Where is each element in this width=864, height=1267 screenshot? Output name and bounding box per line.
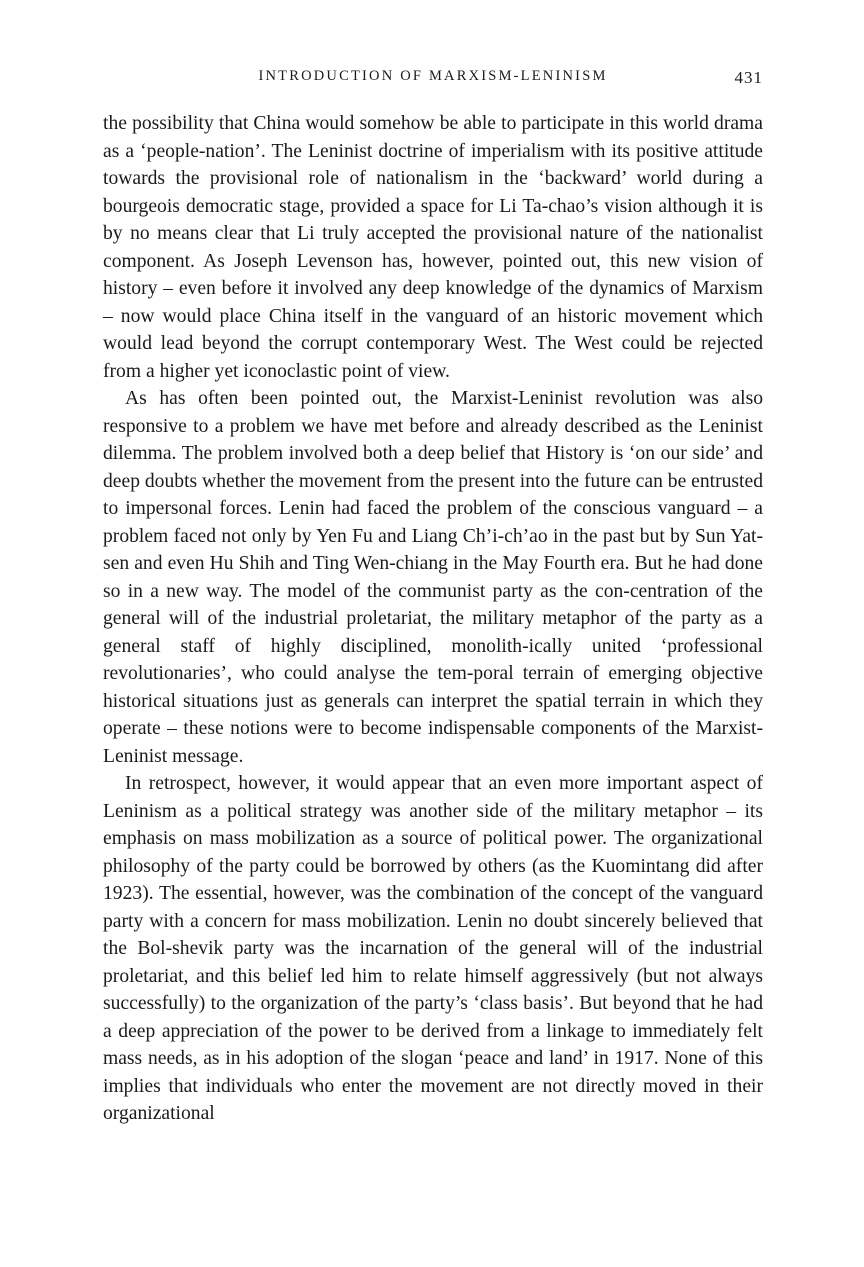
paragraph-mass-mobilization: In retrospect, however, it would appear that an even more important aspect of Leninism as a political strategy was another side of the military metaphor – its emphasis on mass mobilization as a source of political power. The organizational philosophy of the party could be borrowed by others (as the Kuomintang did after 1923). The essential, however, was the combination of the concept of the vanguard party with a concern for mass mobilization. Lenin no doubt sincerely believed that the Bol-shevik party was the incarnation of the general will of the industrial proletariat, and this belief led him to relate himself aggressively (but not always successfully) to the organization of the party’s ‘class basis’. But beyond that he had a deep appreciation of the power to be derived from a linkage to immediately felt mass needs, as in his adoption of the slogan ‘peace and land’ in 1917. None of this implies that individuals who enter the movement are not directly moved in their organizational bbox=[103, 773, 763, 1124]
page-number: 431 bbox=[734, 68, 763, 87]
running-title: INTRODUCTION OF MARXISM-LENINISM bbox=[258, 68, 608, 84]
book-page bbox=[103, 68, 763, 1128]
running-head bbox=[103, 68, 763, 94]
body-text bbox=[103, 110, 763, 1128]
paragraph-continued: the possibility that China would somehow be able to participate in this world drama as a ‘people-nation’. The Leninist doctrine of imperialism with its positive attitude towards the provisional role of nationalism in the ‘backward’ world during a bourgeois democratic stage, provided a space for Li Ta-chao’s vision although it is by no means clear that Li truly accepted the provisional nature of the nationalist component. As Joseph Levenson has, however, pointed out, this new vision of history – even before it involved any deep knowledge of the dynamics of Marxism – now would place China itself in the vanguard of an historic movement which would lead beyond the corrupt contemporary West. The West could be rejected from a higher yet iconoclastic point of view. bbox=[103, 113, 763, 382]
paragraph-leninist-dilemma: As has often been pointed out, the Marxist-Leninist revolution was also responsive to a problem we have met before and already described as the Leninist dilemma. The problem involved both a deep belief that History is ‘on our side’ and deep doubts whether the movement from the present into the future can be entrusted to impersonal forces. Lenin had faced the problem of the conscious vanguard – a problem faced not only by Yen Fu and Liang Ch’i-ch’ao in the past but by Sun Yat-sen and even Hu Shih and Ting Wen-chiang in the May Fourth era. But he had done so in a new way. The model of the communist party as the con-centration of the general will of the industrial proletariat, the military metaphor of the party as a general staff of highly disciplined, monolith-ically united ‘professional revolutionaries’, who could analyse the tem-poral terrain of emerging objective historical situations just as generals can interpret the spatial terrain in which they operate – these notions were to become indispensable components of the Marxist-Leninist message. bbox=[103, 388, 763, 767]
